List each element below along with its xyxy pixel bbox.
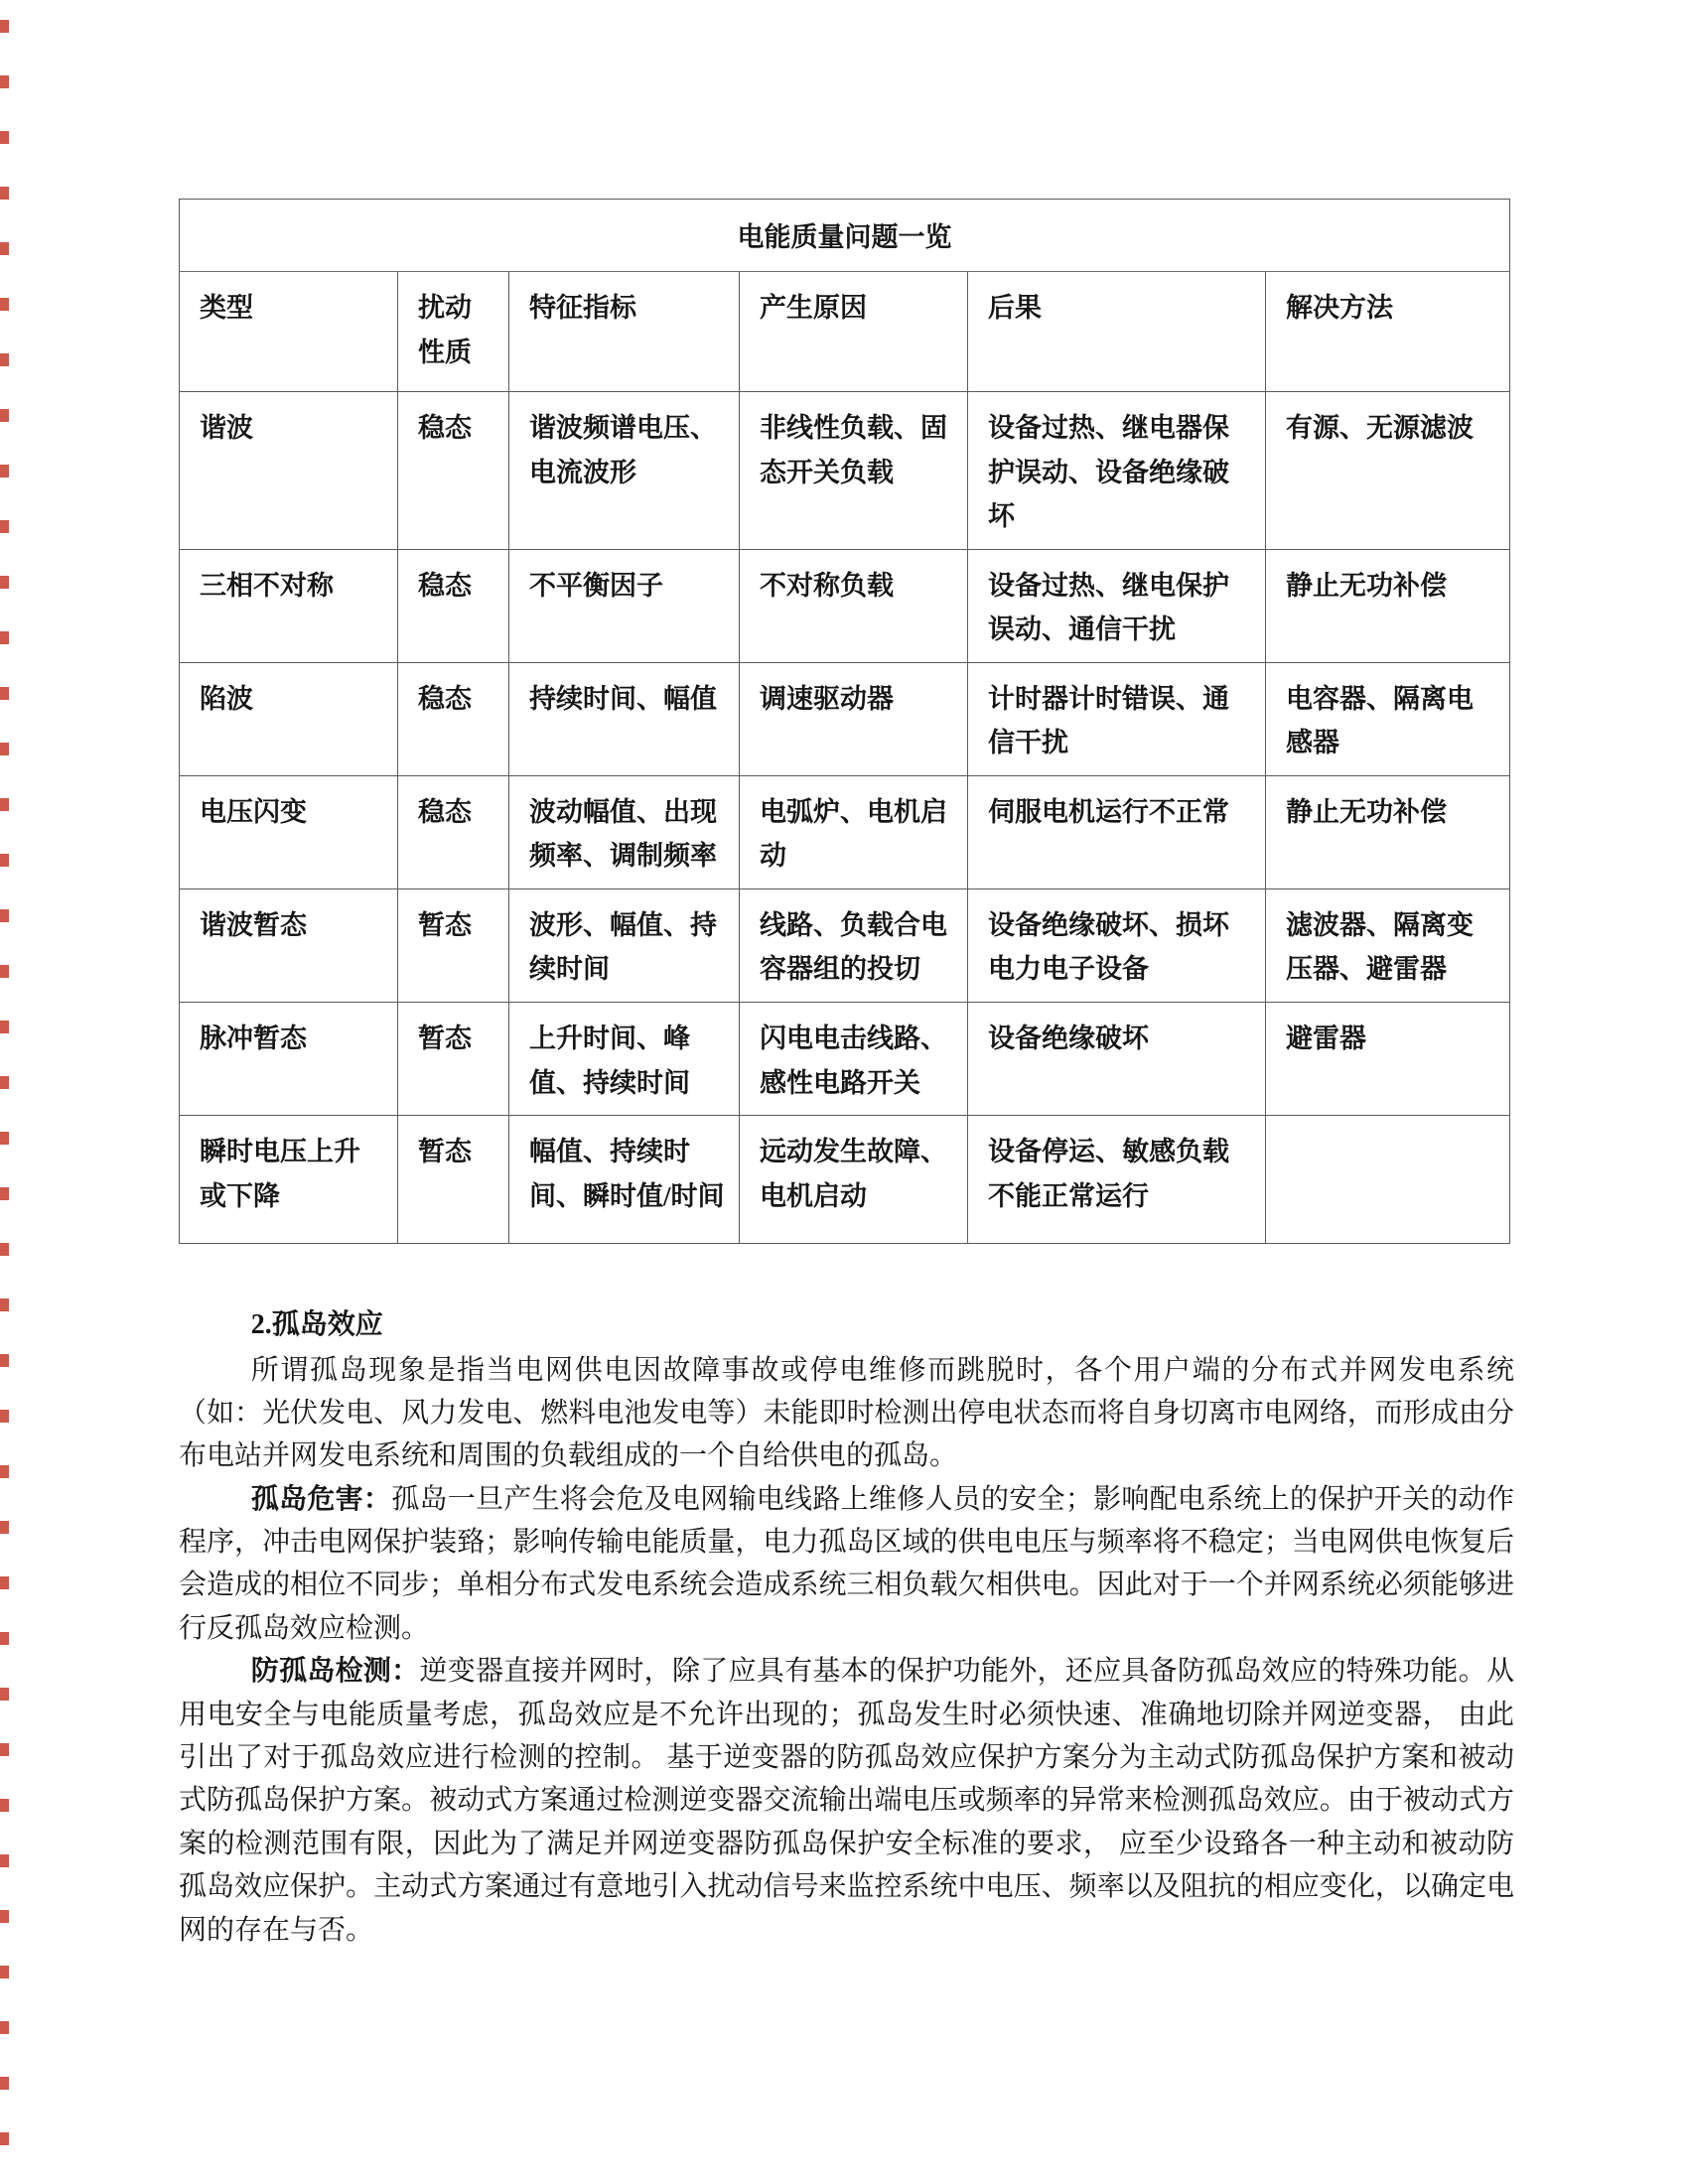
- table-cell: 设备绝缘破坏: [968, 1003, 1266, 1116]
- paragraph-islanding-hazards: [179, 1478, 1514, 1651]
- table-cell: 波动幅值、出现频率、调制频率: [509, 775, 740, 888]
- column-header: 产生原因: [740, 272, 968, 392]
- table-row: [180, 1116, 1510, 1244]
- islanding-section: [179, 1303, 1514, 1952]
- table-cell: 设备过热、继电保护误动、通信干扰: [968, 549, 1266, 662]
- table-cell: 非线性负载、固态开关负载: [740, 392, 968, 550]
- table-cell: 设备停运、敏感负载不能正常运行: [968, 1116, 1266, 1244]
- table-cell: 谐波: [180, 392, 398, 550]
- table-title: 电能质量问题一览: [180, 200, 1510, 272]
- table-cell: 上升时间、峰值、持续时间: [509, 1003, 740, 1116]
- table-cell: 电容器、隔离电感器: [1266, 662, 1510, 775]
- table-cell: 陷波: [180, 662, 398, 775]
- table-cell: 伺服电机运行不正常: [968, 775, 1266, 888]
- table-cell: 避雷器: [1266, 1003, 1510, 1116]
- table-cell: 静止无功补偿: [1266, 775, 1510, 888]
- table-cell: 计时器计时错误、通信干扰: [968, 662, 1266, 775]
- page-content: [179, 199, 1514, 1952]
- table-row: [180, 1003, 1510, 1116]
- table-row: [180, 775, 1510, 888]
- table-cell: 三相不对称: [180, 549, 398, 662]
- table-cell: 持续时间、幅值: [509, 662, 740, 775]
- table-cell: 电弧炉、电机启动: [740, 775, 968, 888]
- table-header-row: [180, 272, 1510, 392]
- table-cell: 暂态: [398, 1003, 509, 1116]
- left-edge-scan-marks: [0, 0, 9, 2184]
- table-title-row: [180, 200, 1510, 272]
- table-cell: 谐波暂态: [180, 888, 398, 1002]
- table-row: [180, 662, 1510, 775]
- table-cell: 电压闪变: [180, 775, 398, 888]
- table-cell: 瞬时电压上升或下降: [180, 1116, 398, 1244]
- table-row: [180, 392, 1510, 550]
- section-heading: [179, 1303, 1514, 1346]
- table-cell: 有源、无源滤波: [1266, 392, 1510, 550]
- table-cell: 暂态: [398, 1116, 509, 1244]
- table-cell: 滤波器、隔离变压器、避雷器: [1266, 888, 1510, 1002]
- table-cell: 远动发生故障、电机启动: [740, 1116, 968, 1244]
- column-header: 扰动性质: [398, 272, 509, 392]
- paragraph-islanding-definition: 所谓孤岛现象是指当电网供电因故障事故或停电维修而跳脱时，各个用户端的分布式并网发电系统（如：光伏发电、风力发电、燃料电池发电等）未能即时检测出停电状态而将自身切离市电网络，而形成由分布电站并网发电系统和周围的负载组成的一个自给供电的孤岛。: [179, 1354, 1514, 1472]
- table-cell: 设备绝缘破坏、损坏电力电子设备: [968, 888, 1266, 1002]
- table-cell: 稳态: [398, 775, 509, 888]
- power-quality-table: [179, 199, 1510, 1244]
- table-cell: 线路、负载合电容器组的投切: [740, 888, 968, 1002]
- table-cell: 设备过热、继电器保护误动、设备绝缘破坏: [968, 392, 1266, 550]
- column-header: 类型: [180, 272, 398, 392]
- table-cell: 不对称负载: [740, 549, 968, 662]
- table-cell: 谐波频谱电压、电流波形: [509, 392, 740, 550]
- table-cell: [1266, 1116, 1510, 1244]
- table-cell: 闪电电击线路、感性电路开关: [740, 1003, 968, 1116]
- islanding-hazards-label: 孤岛危害：: [250, 1483, 392, 1515]
- column-header: 特征指标: [509, 272, 740, 392]
- anti-islanding-label: 防孤岛检测：: [250, 1656, 420, 1688]
- table-cell: 静止无功补偿: [1266, 549, 1510, 662]
- table-cell: 稳态: [398, 549, 509, 662]
- anti-islanding-text: 逆变器直接并网时，除了应具有基本的保护功能外，还应具备防孤岛效应的特殊功能。从用电安全与电能质量考虑，孤岛效应是不允许出现的；孤岛发生时必须快速、准确地切除并网逆变器， 由此引出了对于孤岛效应进行检测的控制。 基于逆变器的防孤岛效应保护方案分为主动式防孤岛保护方案和被动式防孤岛保护方案。被动式方案通过检测逆变器交流输出端电压或频率的异常来检测孤岛效应。由于被动式方案的检测范围有限，因此为了满足并网逆变器防孤岛保护安全标准的要求， 应至少设臵各一种主动和被动防孤岛效应保护。主动式方案通过有意地引入扰动信号来监控系统中电压、频率以及阻抗的相应变化，以确定电网的存在与否。: [179, 1656, 1514, 1946]
- table-cell: 暂态: [398, 888, 509, 1002]
- islanding-hazards-text: 孤岛一旦产生将会危及电网输电线路上维修人员的安全；影响配电系统上的保护开关的动作程序，冲击电网保护装臵；影响传输电能质量，电力孤岛区域的供电电压与频率将不稳定；当电网供电恢复后会造成的相位不同步；单相分布式发电系统会造成系统三相负载欠相供电。因此对于一个并网系统必须能够进行反孤岛效应检测。: [179, 1483, 1514, 1644]
- table-cell: 不平衡因子: [509, 549, 740, 662]
- table-cell: 波形、幅值、持续时间: [509, 888, 740, 1002]
- column-header: 后果: [968, 272, 1266, 392]
- table-row: [180, 549, 1510, 662]
- section-heading-text: 2.孤岛效应: [250, 1309, 383, 1341]
- table-cell: 调速驱动器: [740, 662, 968, 775]
- table-cell: 稳态: [398, 662, 509, 775]
- table-row: [180, 888, 1510, 1002]
- table-cell: 稳态: [398, 392, 509, 550]
- table-cell: 脉冲暂态: [180, 1003, 398, 1116]
- table-cell: 幅值、持续时间、瞬时值/时间: [509, 1116, 740, 1244]
- column-header: 解决方法: [1266, 272, 1510, 392]
- paragraph-anti-islanding-detection: [179, 1650, 1514, 1952]
